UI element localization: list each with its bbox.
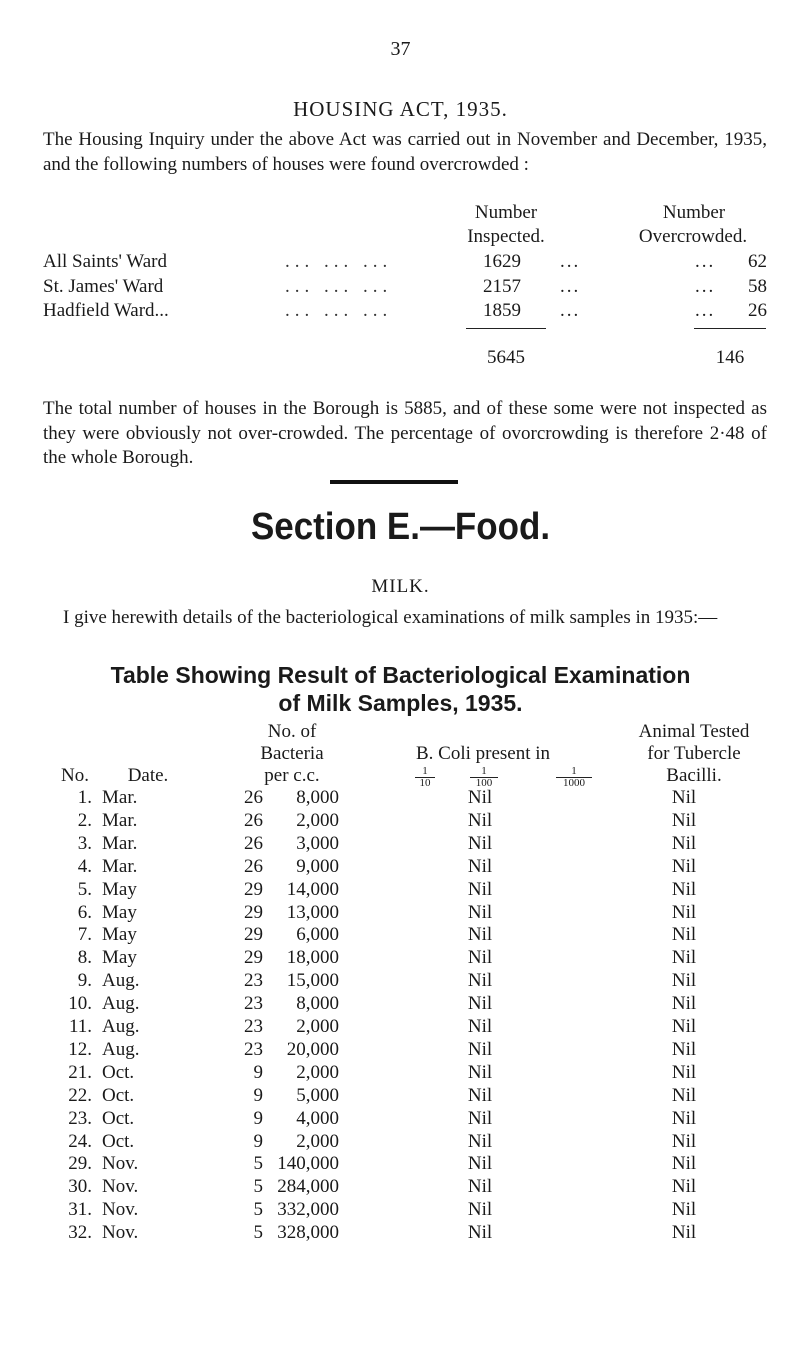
fraction-tenth xyxy=(415,766,435,789)
bacteria-count: 8,000 xyxy=(296,787,339,808)
sample-month: Oct. xyxy=(102,1107,135,1129)
leader-dots: ... xyxy=(560,251,581,272)
sample-number: 30. xyxy=(68,1176,92,1198)
ward-row xyxy=(43,275,767,299)
tubercle-result: Nil xyxy=(671,924,697,946)
bacteria-count: 13,000 xyxy=(286,901,339,923)
sample-month: May xyxy=(102,901,137,923)
sample-month: Nov. xyxy=(102,1199,139,1221)
coli-result: Nil xyxy=(467,832,493,854)
ward-inspected: 2157 xyxy=(483,276,521,297)
fraction-hundredth-denominator: 100 xyxy=(475,777,493,789)
tubercle-result: Nil xyxy=(671,993,697,1015)
sample-month: Mar. xyxy=(102,787,138,808)
table-row xyxy=(0,902,801,924)
bacteria-count: 2,000 xyxy=(296,1016,339,1037)
coli-result: Nil xyxy=(467,1222,493,1244)
sample-number: 5. xyxy=(77,878,92,900)
tubercle-result: Nil xyxy=(671,832,697,854)
sample-day: 29 xyxy=(244,901,263,923)
sample-day: 29 xyxy=(244,878,263,900)
housing-intro-paragraph: The Housing Inquiry under the above Act was carried out in November and December, 1935, and the following numbers of houses were found overcrowded : xyxy=(43,129,767,175)
sample-number: 22. xyxy=(68,1084,92,1106)
tubercle-header-line1: Animal Tested xyxy=(638,721,750,742)
sample-number: 11. xyxy=(68,1016,92,1037)
tubercle-result: Nil xyxy=(671,1222,697,1244)
sample-number: 1. xyxy=(77,787,92,808)
ward-overcrowded: 58 xyxy=(748,276,767,297)
sample-month: Oct. xyxy=(102,1130,135,1152)
fraction-thousandth-denominator: 1000 xyxy=(563,777,585,789)
bacteria-count: 20,000 xyxy=(286,1038,339,1060)
sample-month: Mar. xyxy=(102,809,138,831)
coli-result: Nil xyxy=(467,1038,493,1060)
sample-month: Oct. xyxy=(102,1084,135,1106)
overcrowded-total-rule xyxy=(694,328,766,329)
coli-result: Nil xyxy=(467,855,493,877)
tubercle-result: Nil xyxy=(671,787,697,808)
bacteria-count: 2,000 xyxy=(296,1130,339,1152)
bacteria-count: 328,000 xyxy=(277,1222,339,1244)
table-row xyxy=(0,924,801,946)
sample-number: 31. xyxy=(68,1199,92,1221)
fraction-thousandth xyxy=(556,766,592,789)
table-row xyxy=(0,993,801,1015)
ward-inspected: 1859 xyxy=(483,300,521,321)
tubercle-result: Nil xyxy=(671,1199,697,1221)
tubercle-result: Nil xyxy=(671,970,697,992)
leader-dots: ... ... ... xyxy=(285,300,393,321)
bacteria-count: 332,000 xyxy=(277,1199,339,1221)
sample-number: 8. xyxy=(77,947,92,969)
bacteria-count: 18,000 xyxy=(286,947,339,969)
table-row xyxy=(0,1039,801,1061)
overcrowded-header-line1: Number xyxy=(662,202,726,223)
coli-result: Nil xyxy=(467,1176,493,1198)
sample-day: 5 xyxy=(253,1199,263,1221)
tubercle-result: Nil xyxy=(671,1061,697,1083)
coli-result: Nil xyxy=(467,809,493,831)
fraction-hundredth-numerator: 1 xyxy=(470,766,498,778)
tubercle-header-line2: for Tubercle xyxy=(647,743,741,764)
ward-row xyxy=(43,299,767,323)
bacteria-count: 2,000 xyxy=(296,1061,339,1083)
leader-dots: ... xyxy=(695,300,716,321)
sample-month: Aug. xyxy=(102,1016,140,1037)
table-row xyxy=(0,947,801,969)
sample-number: 21. xyxy=(68,1061,92,1083)
table-row xyxy=(0,1016,801,1038)
bacteria-count: 6,000 xyxy=(296,924,339,946)
overcrowded-header-line2: Overcrowded. xyxy=(638,226,748,247)
tubercle-result: Nil xyxy=(671,1130,697,1152)
bacteria-count: 2,000 xyxy=(296,809,339,831)
sample-day: 9 xyxy=(253,1061,263,1083)
leader-dots: ... ... ... xyxy=(285,251,393,272)
sample-month: Oct. xyxy=(102,1061,135,1083)
sample-month: Nov. xyxy=(102,1176,139,1198)
sample-month: Aug. xyxy=(102,1038,140,1060)
bacteria-header-line1: No. of xyxy=(267,721,317,742)
coli-header: B. Coli present in xyxy=(415,743,551,764)
bacteria-count: 4,000 xyxy=(296,1107,339,1129)
bacteria-header-line3: per c.c. xyxy=(264,765,320,786)
sample-day: 26 xyxy=(244,855,263,877)
sample-month: Nov. xyxy=(102,1153,139,1175)
fraction-tenth-denominator: 10 xyxy=(419,777,431,789)
coli-result: Nil xyxy=(467,1107,493,1129)
bacteria-count: 14,000 xyxy=(286,878,339,900)
table-row xyxy=(0,787,801,809)
sample-day: 29 xyxy=(244,924,263,946)
sample-number: 10. xyxy=(68,993,92,1015)
sample-day: 26 xyxy=(244,809,263,831)
milk-intro-text: I give herewith details of the bacteriological examinations of milk samples in 1935:— xyxy=(63,607,718,628)
ward-inspected: 1629 xyxy=(483,251,521,272)
coli-result: Nil xyxy=(467,878,493,900)
fraction-thousandth-numerator: 1 xyxy=(556,766,592,778)
coli-result: Nil xyxy=(467,970,493,992)
bacteria-count: 8,000 xyxy=(296,993,339,1015)
tubercle-result: Nil xyxy=(671,1016,697,1037)
total-overcrowded: 146 xyxy=(715,347,745,368)
inspected-header-line1: Number xyxy=(474,202,538,223)
table-row xyxy=(0,1085,801,1107)
table-row xyxy=(0,879,801,901)
ward-row xyxy=(43,250,767,274)
table-row xyxy=(0,1199,801,1221)
leader-dots: ... xyxy=(695,251,716,272)
bacteria-count: 9,000 xyxy=(296,855,339,877)
inspected-total-rule xyxy=(466,328,546,329)
tubercle-result: Nil xyxy=(671,1038,697,1060)
tubercle-header-line3: Bacilli. xyxy=(666,765,722,786)
sample-day: 23 xyxy=(244,993,263,1015)
table-row xyxy=(0,1131,801,1153)
leader-dots: ... ... ... xyxy=(285,276,393,297)
table-title-line1: Table Showing Result of Bacteriological Examination xyxy=(110,662,691,688)
sample-number: 2. xyxy=(77,809,92,831)
sample-month: Mar. xyxy=(102,855,138,877)
sample-number: 12. xyxy=(68,1038,92,1060)
table-row xyxy=(0,1153,801,1175)
sample-day: 5 xyxy=(253,1222,263,1244)
coli-result: Nil xyxy=(467,947,493,969)
tubercle-result: Nil xyxy=(671,947,697,969)
section-divider xyxy=(330,480,458,484)
tubercle-result: Nil xyxy=(671,901,697,923)
table-title-line2: of Milk Samples, 1935. xyxy=(278,690,523,716)
coli-result: Nil xyxy=(467,1016,493,1037)
sample-month: May xyxy=(102,947,137,969)
ward-name: Hadfield Ward... xyxy=(43,300,169,321)
sample-day: 23 xyxy=(244,1016,263,1037)
fraction-hundredth xyxy=(470,766,498,789)
table-row xyxy=(0,856,801,878)
table-row xyxy=(0,810,801,832)
no-header: No. xyxy=(61,765,89,786)
milk-heading: MILK. xyxy=(371,576,430,597)
tubercle-result: Nil xyxy=(671,1153,697,1175)
date-header: Date. xyxy=(127,765,169,786)
sample-day: 5 xyxy=(253,1153,263,1175)
bacteria-count: 3,000 xyxy=(296,832,339,854)
coli-result: Nil xyxy=(467,901,493,923)
fraction-tenth-numerator: 1 xyxy=(415,766,435,778)
coli-result: Nil xyxy=(467,1084,493,1106)
table-row xyxy=(0,1222,801,1244)
sample-day: 26 xyxy=(244,832,263,854)
sample-day: 29 xyxy=(244,947,263,969)
coli-result: Nil xyxy=(467,1199,493,1221)
sample-day: 9 xyxy=(253,1107,263,1129)
sample-month: Mar. xyxy=(102,832,138,854)
tubercle-result: Nil xyxy=(671,1176,697,1198)
page-number: 37 xyxy=(390,38,411,60)
sample-number: 23. xyxy=(68,1107,92,1129)
section-title: Section E.—Food. xyxy=(250,506,551,548)
bacteria-header-line2: Bacteria xyxy=(260,743,324,764)
sample-number: 4. xyxy=(77,855,92,877)
ward-overcrowded: 26 xyxy=(748,300,767,321)
sample-number: 3. xyxy=(77,832,92,854)
bacteria-count: 15,000 xyxy=(286,970,339,992)
tubercle-result: Nil xyxy=(671,809,697,831)
leader-dots: ... xyxy=(560,276,581,297)
ward-name: St. James' Ward xyxy=(43,276,164,297)
sample-day: 23 xyxy=(244,970,263,992)
tubercle-result: Nil xyxy=(671,855,697,877)
sample-number: 32. xyxy=(68,1222,92,1244)
sample-day: 26 xyxy=(244,787,263,808)
housing-title: HOUSING ACT, 1935. xyxy=(293,97,508,121)
sample-number: 24. xyxy=(68,1130,92,1152)
leader-dots: ... xyxy=(560,300,581,321)
sample-number: 6. xyxy=(77,901,92,923)
bacteria-count: 5,000 xyxy=(296,1084,339,1106)
table-row xyxy=(0,1176,801,1198)
sample-number: 9. xyxy=(77,970,92,992)
coli-result: Nil xyxy=(467,924,493,946)
table-row xyxy=(0,833,801,855)
sample-month: Aug. xyxy=(102,970,140,992)
table-row xyxy=(0,1108,801,1130)
tubercle-result: Nil xyxy=(671,1107,697,1129)
coli-result: Nil xyxy=(467,1153,493,1175)
sample-number: 29. xyxy=(68,1153,92,1175)
bacteria-count: 140,000 xyxy=(277,1153,339,1175)
total-inspected: 5645 xyxy=(487,347,525,368)
bacteria-count: 284,000 xyxy=(277,1176,339,1198)
table-row xyxy=(0,1062,801,1084)
tubercle-result: Nil xyxy=(671,878,697,900)
sample-month: Aug. xyxy=(102,993,140,1015)
coli-result: Nil xyxy=(467,1130,493,1152)
sample-month: May xyxy=(102,924,137,946)
housing-summary-paragraph: The total number of houses in the Borough is 5885, and of these some were not inspected as they were obviously not over-crowded. The percentage of ovorcrowding is therefore 2·48 of the whole Borough. xyxy=(43,398,767,468)
inspected-header-line2: Inspected. xyxy=(467,226,545,247)
ward-overcrowded: 62 xyxy=(748,251,767,272)
sample-day: 9 xyxy=(253,1084,263,1106)
table-row xyxy=(0,970,801,992)
ward-name: All Saints' Ward xyxy=(43,251,167,272)
tubercle-result: Nil xyxy=(671,1084,697,1106)
sample-month: Nov. xyxy=(102,1222,139,1244)
sample-day: 9 xyxy=(253,1130,263,1152)
milk-intro-paragraph xyxy=(43,606,767,631)
coli-result: Nil xyxy=(467,993,493,1015)
coli-result: Nil xyxy=(467,1061,493,1083)
coli-result: Nil xyxy=(467,787,493,808)
sample-number: 7. xyxy=(77,924,92,946)
sample-day: 5 xyxy=(253,1176,263,1198)
sample-month: May xyxy=(102,878,137,900)
leader-dots: ... xyxy=(695,276,716,297)
sample-day: 23 xyxy=(244,1038,263,1060)
